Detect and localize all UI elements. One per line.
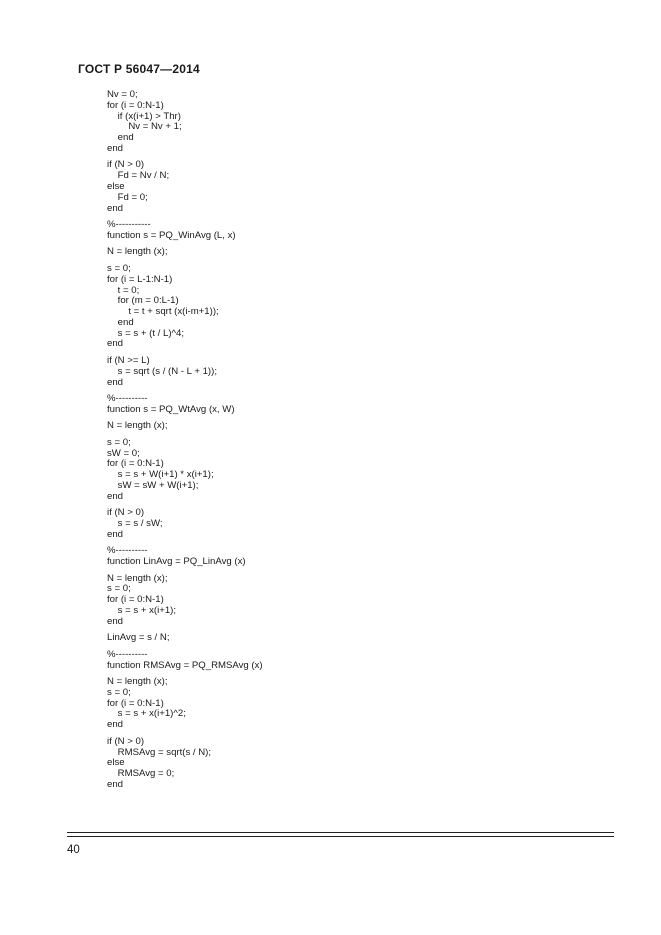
code-line: end [107, 615, 124, 627]
code-line: s = 0; [107, 262, 131, 274]
code-block [107, 546, 627, 568]
code-line: function s = PQ_WtAvg (x, W) [107, 403, 235, 415]
code-block [107, 508, 627, 540]
code-line: end [107, 719, 124, 731]
code-block [107, 633, 627, 644]
code-block [107, 438, 627, 503]
code-line: N = length (x); [107, 572, 168, 584]
code-line: N = length (x); [107, 676, 168, 688]
page-number: 40 [67, 844, 80, 856]
code-line: s = s + x(i+1)^2; [107, 708, 186, 720]
footer-rule-thin [67, 836, 614, 837]
code-line: N = length (x); [107, 246, 168, 258]
code-block [107, 650, 627, 672]
code-line: for (m = 0:L-1) [107, 295, 179, 307]
code-line: sW = 0; [107, 447, 140, 459]
code-line: end [107, 338, 124, 350]
code-line: LinAvg = s / N; [107, 632, 170, 644]
code-line: if (N >= L) [107, 354, 150, 366]
code-line: %---------- [107, 648, 148, 660]
code-line: else [107, 181, 125, 193]
code-block [107, 574, 627, 628]
code-line: for (i = 0:N-1) [107, 594, 164, 606]
code-block [107, 247, 627, 258]
code-line: if (N > 0) [107, 159, 145, 171]
code-block [107, 394, 627, 416]
code-line: t = t + sqrt (x(i-m+1)); [107, 306, 219, 318]
code-line: sW = sW + W(i+1); [107, 480, 199, 491]
code-block [107, 90, 627, 155]
code-line: if (N > 0) [107, 735, 145, 747]
code-line: Nv = 0; [107, 89, 138, 100]
code-line: N = length (x); [107, 420, 168, 432]
code-line: end [107, 778, 124, 790]
code-line: function RMSAvg = PQ_RMSAvg (x) [107, 659, 263, 671]
code-listing [107, 90, 627, 791]
code-line: if (N > 0) [107, 507, 145, 519]
code-line: Fd = 0; [107, 191, 148, 203]
code-line: end [107, 142, 124, 154]
code-line: end [107, 376, 124, 388]
code-line: function LinAvg = PQ_LinAvg (x) [107, 556, 246, 568]
code-line: function s = PQ_WinAvg (L, x) [107, 229, 236, 241]
code-block [107, 737, 627, 791]
code-line: %---------- [107, 545, 148, 557]
code-block [107, 160, 627, 214]
code-line: %----------- [107, 219, 151, 231]
code-line: RMSAvg = sqrt(s / N); [107, 746, 212, 758]
code-line: for (i = 0:N-1) [107, 99, 164, 111]
code-block [107, 220, 627, 242]
code-line: for (i = L-1:N-1) [107, 273, 173, 285]
code-line: s = 0; [107, 686, 131, 698]
code-line: end [107, 202, 124, 214]
code-line: for (i = 0:N-1) [107, 697, 164, 709]
code-block [107, 356, 627, 388]
code-line: %---------- [107, 393, 148, 405]
page-header: ГОСТ Р 56047—2014 [78, 62, 200, 76]
code-line: s = s + x(i+1); [107, 605, 177, 617]
code-line: else [107, 757, 125, 769]
code-line: s = s + (t / L)^4; [107, 327, 185, 339]
code-line: s = s / sW; [107, 518, 163, 530]
code-line: s = s + W(i+1) * x(i+1); [107, 469, 214, 481]
code-line: for (i = 0:N-1) [107, 458, 164, 470]
code-line: s = sqrt (s / (N - L + 1)); [107, 365, 217, 377]
code-line: Nv = Nv + 1; [107, 121, 182, 133]
code-block [107, 264, 627, 350]
code-line: end [107, 490, 124, 502]
code-line: end [107, 528, 124, 540]
code-line: end [107, 316, 134, 328]
code-block [107, 421, 627, 432]
code-line: if (x(i+1) > Thr) [107, 110, 181, 122]
code-line: end [107, 132, 134, 144]
code-line: RMSAvg = 0; [107, 768, 175, 780]
code-line: s = 0; [107, 583, 131, 595]
code-line: s = 0; [107, 436, 131, 448]
code-line: Fd = Nv / N; [107, 170, 170, 182]
code-block [107, 677, 627, 731]
footer-rule-thick [67, 832, 614, 833]
code-line: t = 0; [107, 284, 140, 296]
